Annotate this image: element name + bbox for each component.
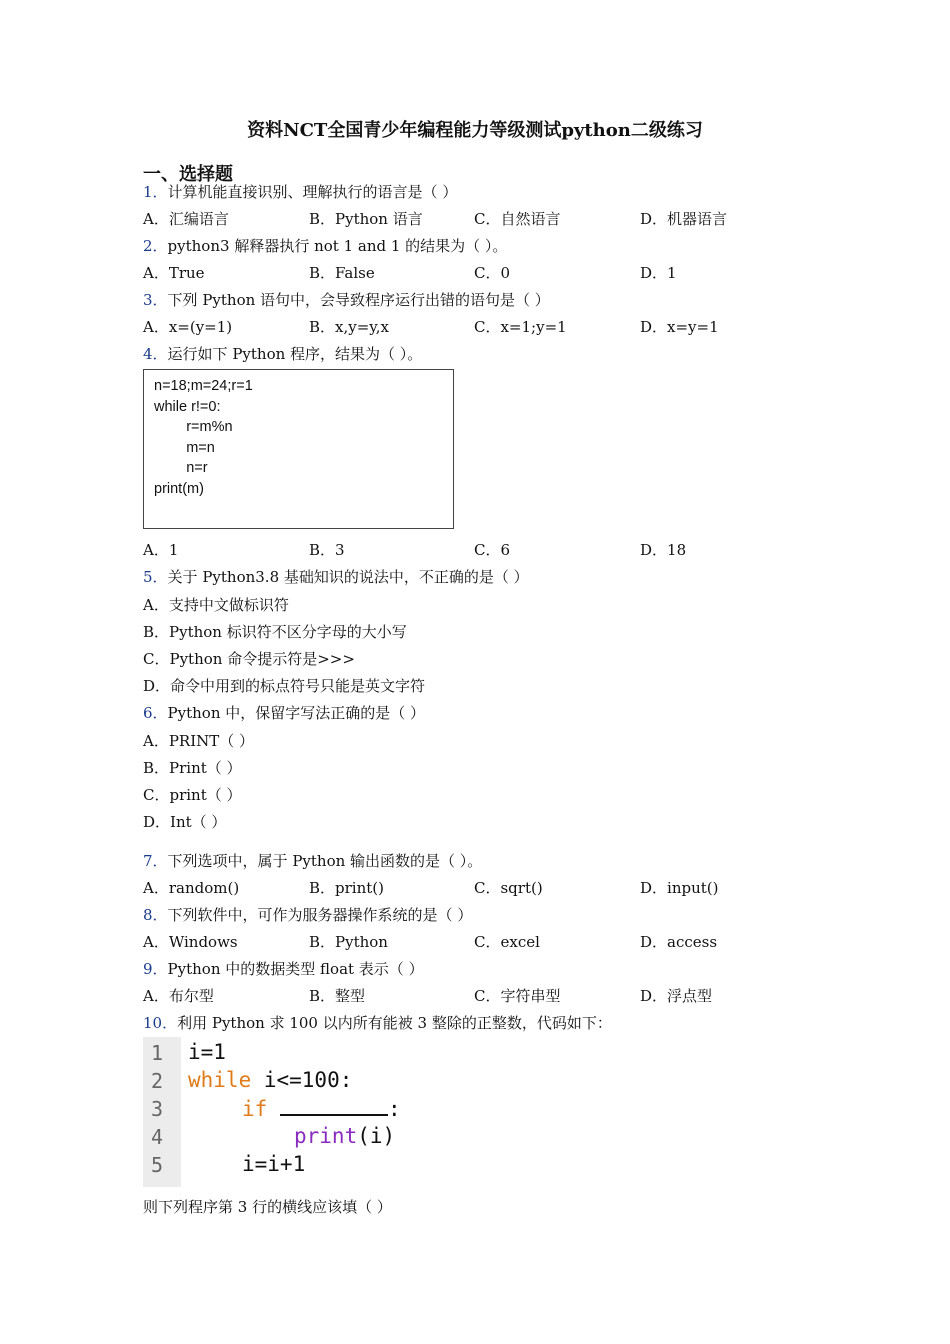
- question-text: 下列软件中，可作为服务器操作系统的是（ ）: [167, 906, 473, 924]
- option-d: D．18: [640, 541, 687, 559]
- option-c: C．自然语言: [474, 210, 561, 228]
- option-d: D．x=y=1: [640, 318, 719, 336]
- question-4: [143, 343, 422, 364]
- option-b: B．整型: [309, 987, 366, 1005]
- option-d: D．1: [640, 264, 677, 282]
- question-text: Python 中，保留字写法正确的是（ ）: [167, 704, 426, 722]
- line-number: 2: [151, 1069, 164, 1093]
- question-number: 5．: [143, 568, 168, 586]
- option-b: B．Python: [309, 933, 388, 951]
- code-text: :: [387, 1097, 401, 1121]
- question-text: 计算机能直接识别、理解执行的语言是（ ）: [167, 183, 458, 201]
- question-number: 9．: [143, 960, 168, 978]
- option-b: B．3: [309, 541, 345, 559]
- option-c: C．0: [474, 264, 511, 282]
- code-line: m=n: [154, 439, 215, 456]
- option-c: C．sqrt(): [474, 879, 543, 897]
- line-number: 4: [151, 1125, 164, 1149]
- question-1: [143, 181, 457, 202]
- question-text: Python 中的数据类型 float 表示（ ）: [167, 960, 424, 978]
- line-number: 1: [151, 1041, 164, 1065]
- option-a: A．1: [143, 541, 179, 559]
- code-text: (i): [357, 1124, 396, 1148]
- line-number: 5: [151, 1153, 164, 1177]
- option-d: D．机器语言: [640, 210, 728, 228]
- option-c: C．print（ ）: [143, 786, 242, 804]
- question-text: python3 解释器执行 not 1 and 1 的结果为（ ）。: [167, 237, 508, 255]
- option-b: B．Print（ ）: [143, 759, 242, 777]
- option-c: C．字符串型: [474, 987, 561, 1005]
- code-line-2: [188, 1068, 352, 1092]
- option-b: B．Python 标识符不区分字母的大小写: [143, 623, 407, 641]
- question-followup: 则下列程序第 3 行的横线应该填（ ）: [143, 1198, 392, 1216]
- builtin-function: print: [294, 1124, 358, 1148]
- option-a: A．True: [143, 264, 205, 282]
- option-a: A．x=(y=1): [143, 318, 233, 336]
- line-number: 3: [151, 1097, 164, 1121]
- keyword: while: [188, 1068, 252, 1092]
- code-box: [143, 369, 454, 529]
- option-c: C．excel: [474, 933, 540, 951]
- question-text: 关于 Python3.8 基础知识的说法中，不正确的是（ ）: [167, 568, 529, 586]
- question-text: 下列 Python 语句中，会导致程序运行出错的语句是（ ）: [167, 291, 550, 309]
- option-d: D．命令中用到的标点符号只能是英文字符: [143, 677, 426, 695]
- question-text: 利用 Python 求 100 以内所有能被 3 整除的正整数，代码如下：: [177, 1014, 612, 1032]
- question-9: [143, 958, 424, 979]
- option-c: C．6: [474, 541, 511, 559]
- code-line-4: [294, 1124, 395, 1148]
- code-line-5: i=i+1: [242, 1152, 306, 1176]
- code-line: print(m): [154, 480, 204, 497]
- code-editor-snippet: [143, 1037, 403, 1187]
- keyword: if: [242, 1097, 268, 1121]
- option-a: A．汇编语言: [143, 210, 229, 228]
- code-text: i<=100:: [251, 1068, 353, 1092]
- question-number: 1．: [143, 183, 168, 201]
- question-number: 3．: [143, 291, 168, 309]
- question-10: [143, 1012, 612, 1033]
- option-d: D．Int（ ）: [143, 813, 227, 831]
- option-c: C．Python 命令提示符是>>>: [143, 650, 355, 668]
- question-7: [143, 850, 482, 871]
- option-c: C．x=1;y=1: [474, 318, 567, 336]
- option-b: B．Python 语言: [309, 210, 423, 228]
- option-a: A．支持中文做标识符: [143, 596, 289, 614]
- option-d: D．input(): [640, 879, 719, 897]
- code-line-1: i=1: [188, 1040, 226, 1064]
- code-line: n=18;m=24;r=1: [154, 378, 253, 394]
- option-a: A．布尔型: [143, 987, 214, 1005]
- fill-in-blank: [280, 1096, 388, 1116]
- code-line: n=r: [154, 460, 208, 477]
- question-number: 6．: [143, 704, 168, 722]
- question-number: 2．: [143, 237, 168, 255]
- option-b: B．False: [309, 264, 375, 282]
- option-a: A．PRINT（ ）: [143, 732, 255, 750]
- question-2: [143, 235, 507, 256]
- option-b: B．print(): [309, 879, 384, 897]
- question-text: 下列选项中，属于 Python 输出函数的是（ ）。: [167, 852, 483, 870]
- question-6: [143, 702, 425, 723]
- code-line-3: [242, 1096, 401, 1121]
- option-b: B．x,y=y,x: [309, 318, 390, 336]
- question-8: [143, 904, 472, 925]
- question-number: 10．: [143, 1014, 178, 1032]
- option-d: D．access: [640, 933, 718, 951]
- question-number: 7．: [143, 852, 168, 870]
- question-number: 4．: [143, 345, 168, 363]
- question-5: [143, 566, 529, 587]
- option-d: D．浮点型: [640, 987, 713, 1005]
- option-a: A．random(): [143, 879, 240, 897]
- document-title: 资料NCT全国青少年编程能力等级测试python二级练习: [247, 120, 703, 141]
- question-number: 8．: [143, 906, 168, 924]
- question-3: [143, 289, 550, 310]
- option-a: A．Windows: [143, 933, 238, 951]
- question-text: 运行如下 Python 程序，结果为（ ）。: [167, 345, 423, 363]
- section-heading: 一、选择题: [143, 164, 233, 185]
- code-line: while r!=0:: [154, 398, 221, 415]
- code-line: r=m%n: [154, 419, 233, 436]
